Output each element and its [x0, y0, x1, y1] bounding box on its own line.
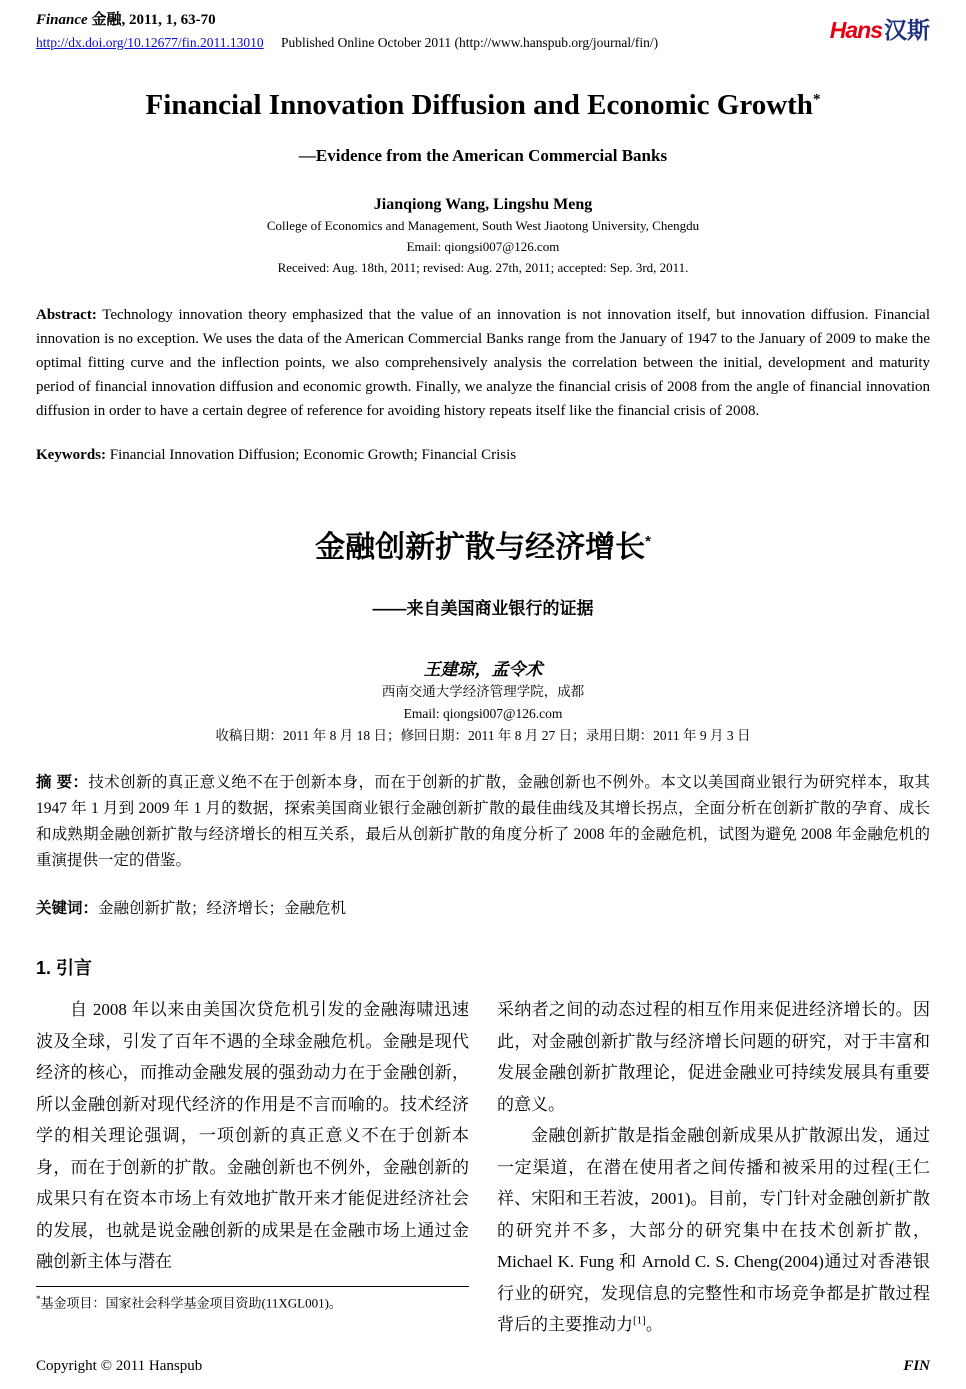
journal-issue-info: 金融, 2011, 1, 63-70: [91, 12, 216, 28]
reference-1-marker: [1]: [633, 1314, 646, 1327]
english-keywords: [36, 447, 930, 464]
doi-link[interactable]: http://dx.doi.org/10.12677/fin.2011.13010: [36, 35, 264, 50]
chinese-affiliation: 西南交通大学经济管理学院，成都: [381, 684, 585, 699]
footnote-marker: *: [36, 1293, 41, 1304]
chinese-keywords: [36, 896, 930, 918]
left-column-paragraph: 自 2008 年以来由美国次贷危机引发的金融海啸迅速波及全球，引发了百年不遇的全球金融危机。金融是现代经济的核心，而推动金融发展的强劲动力在于金融创新，所以金融创新对现代经济的作用是不言而喻的。技术经济学的相关理论强调，一项创新的真正意义不在于创新本身，而在于创新的扩散。金融创新也不例外，金融创新的成果只有在资本市场上有效地扩散开来才能促进经济社会的发展，也就是说金融创新的成果是在金融市场上通过金融创新主体与潜在: [36, 1000, 469, 1271]
english-affiliation: College of Economics and Management, South West Jiaotong University, Chengdu: [266, 218, 700, 233]
chinese-dates-line: 收稿日期：2011 年 8 月 18 日；修回日期：2011 年 8 月 27 日；录用日期：2011 年 9 月 3 日: [215, 728, 751, 743]
english-title-text: Financial Innovation Diffusion and Economic Growth: [145, 89, 813, 121]
chinese-subtitle: ——来自美国商业银行的证据: [372, 599, 594, 618]
hans-logo-latin: Hans: [829, 17, 882, 43]
right-column-paragraph-2: [497, 1120, 930, 1341]
hans-publisher-logo: [830, 12, 930, 45]
hans-logo-chinese: 汉斯: [884, 17, 930, 43]
published-online-text: Published Online October 2011 (http://www.hanspub.org/journal/fin/): [281, 35, 659, 50]
english-abstract: [36, 303, 930, 423]
two-column-body: [36, 994, 930, 1341]
journal-citation-line: [36, 10, 658, 30]
right-paragraph-2-text: 金融创新扩散是指金融创新成果从扩散源出发，通过一定渠道，在潜在使用者之间传播和被采用的过程(王仁祥、宋阳和王若波，2001)。目前，专门针对金融创新扩散的研究并不多，大部分的研究集中在技术创新扩散，Michael K. Fung 和 Arnold C. S. Cheng(2004)通过对香港银行业的研究，发现信息的完整性和市场竞争都是扩散过程背后的主要推动力: [497, 1126, 930, 1334]
right-column: [497, 994, 930, 1341]
page-header: [36, 10, 930, 53]
chinese-abstract-text: 技术创新的真正意义绝不在于创新本身，而在于创新的扩散，金融创新也不例外。本文以美国商业银行为研究样本，取其 1947 年 1 月到 2009 年 1 月的数据，探索美国商业银行金融创新扩散的最佳曲线及其增长拐点，全面分析在创新扩散的孕育、成长和成熟期金融创新扩散与经济增长的相互关系，最后从创新扩散的角度分析了 2008 年的金融危机，试图为避免 2008 年金融危机的重演提供一定的借鉴。: [36, 774, 930, 869]
title-footnote-marker: *: [812, 91, 821, 108]
funding-footnote: [36, 1286, 469, 1312]
chinese-title-text: 金融创新扩散与经济增长: [315, 531, 646, 564]
chinese-title: [36, 522, 930, 566]
chinese-title-footnote-marker: *: [645, 533, 651, 550]
chinese-keywords-text: 金融创新扩散；经济增长；金融危机: [98, 900, 347, 917]
english-authors: Jianqiong Wang, Lingshu Meng: [373, 196, 593, 213]
journal-name: Finance: [36, 12, 88, 28]
left-column: [36, 994, 469, 1341]
right-column-paragraph-1: 采纳者之间的动态过程的相互作用来促进经济增长的。因此，对金融创新扩散与经济增长问题的研究，对于丰富和发展金融创新扩散理论，促进金融业可持续发展具有重要的意义。: [497, 1000, 930, 1114]
english-received-line: Received: Aug. 18th, 2011; revised: Aug. 27th, 2011; accepted: Sep. 3rd, 2011.: [277, 260, 689, 275]
english-email: Email: qiongsi007@126.com: [406, 239, 560, 254]
journal-info-block: [36, 10, 658, 53]
keywords-text: Financial Innovation Diffusion; Economic Growth; Financial Crisis: [109, 447, 517, 463]
keywords-label: Keywords:: [36, 447, 106, 463]
abstract-label: Abstract:: [36, 307, 97, 323]
chinese-abstract-label: 摘 要：: [36, 774, 89, 791]
chinese-keywords-label: 关键词：: [36, 900, 99, 917]
chinese-authors: 王建琼，孟令术: [423, 660, 543, 679]
copyright-text: Copyright © 2011 Hanspub: [36, 1358, 203, 1374]
english-title: [36, 89, 930, 122]
right-paragraph-2-period: 。: [645, 1315, 663, 1334]
section-1-heading: 1. 引言: [36, 958, 93, 978]
journal-abbreviation: FIN: [903, 1358, 930, 1374]
english-subtitle: —Evidence from the American Commercial Banks: [298, 146, 668, 165]
abstract-text: Technology innovation theory emphasized that the value of an innovation is not innovation itself, but innovation diffusion. Financial innovation is no exception. We uses the data of the American Commercial Banks range from the January of 1947 to the January of 2009 to make the optimal fitting curve and the inflection points, we also comprehensively analysis the correlation between the initial, development and maturity period of financial innovation diffusion and economic growth. Finally, we analyze the financial crisis of 2008 from the angle of financial innovation diffusion in order to have a certain degree of reference for avoiding history repeats itself like the financial crisis of 2008.: [36, 307, 930, 419]
footnote-text: 基金项目：国家社会科学基金项目资助(11XGL001)。: [40, 1294, 342, 1310]
page-footer: [36, 1358, 930, 1375]
chinese-abstract: [36, 770, 930, 874]
doi-line: [36, 33, 658, 53]
chinese-email: Email: qiongsi007@126.com: [403, 706, 563, 721]
